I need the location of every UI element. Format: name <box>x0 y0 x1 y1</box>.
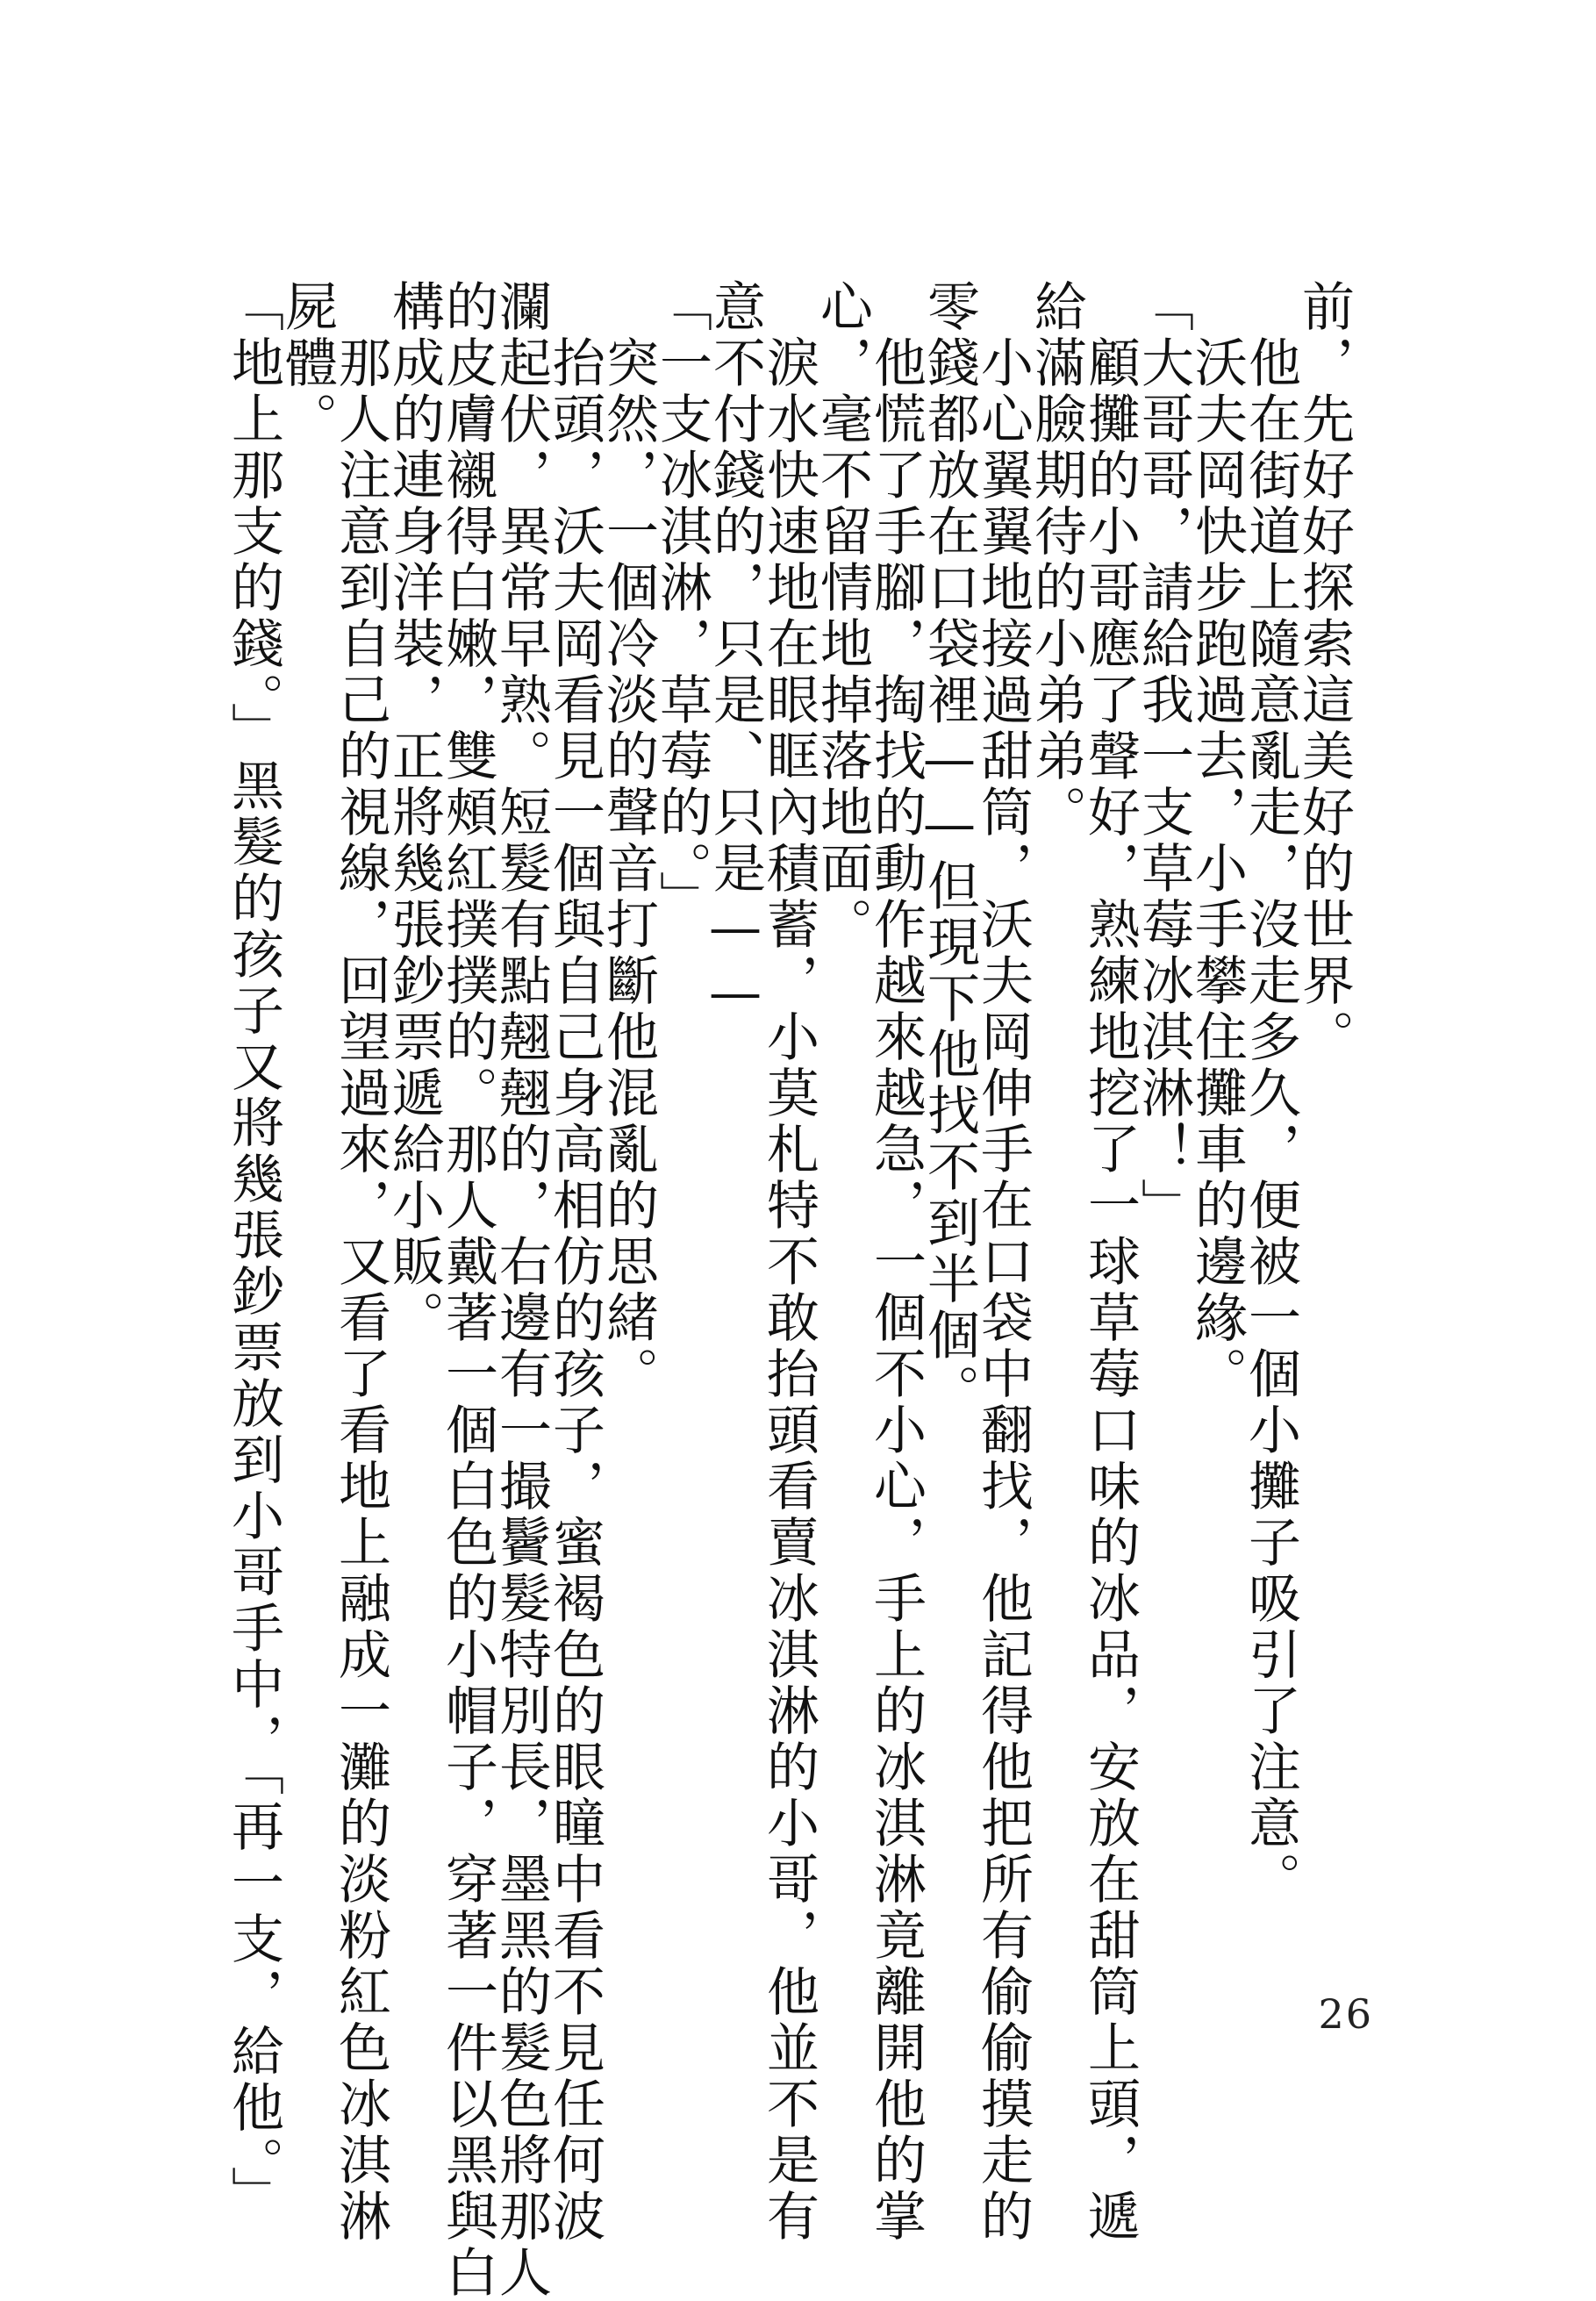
text-line: 給滿臉期待的小弟弟。 <box>1026 279 1087 841</box>
text-line: 沃夫岡快步跑過去，小手攀住攤車的邊緣。 <box>1186 279 1248 1402</box>
text-line: 屍體。 <box>276 279 338 448</box>
text-line: 意不付錢的，只是、只是—— <box>705 279 766 1027</box>
text-line: 淚水快速地在眼眶內積蓄，小莫札特不敢抬頭看賣冰淇淋的小哥，他並不是有 <box>758 279 819 2245</box>
text-line: 突然，一個冷淡的聲音打斷他混亂的思緒。 <box>598 279 659 1402</box>
text-line: 「地上那支的錢。」黑髮的孩子又將幾張鈔票放到小哥手中，「再一支，給他。」 <box>223 279 284 2222</box>
text-line: 「一支冰淇淋，草莓的。」 <box>651 279 712 927</box>
text-line: 零錢都放在口袋裡——但現下他找不到半個。 <box>919 279 980 1420</box>
text-line: 的皮膚襯得白嫩，雙頰紅撲撲的。那人戴著一個白色的小帽子，穿著一件以黑與白 <box>437 279 498 2301</box>
text-line: 「大哥哥，請給我一支草莓冰淇淋！」 <box>1133 279 1194 1234</box>
text-line: 他慌了手腳，掏找的動作越來越急，一個不小心，手上的冰淇淋竟離開他的掌 <box>865 279 927 2245</box>
text-line: 前，先好好探索這美好的世界。 <box>1293 279 1355 1065</box>
page-number: 26 <box>1318 1990 1373 2038</box>
text-line: 那人注意到自己的視線，回望過來，又看了看地上融成一灘的淡粉紅色冰淇淋 <box>330 279 391 2245</box>
text-line: 心，毫不留情地掉落地面。 <box>812 279 873 953</box>
text-line: 瀾起伏，異常早熟。短髮有點翹翹的，右邊有一撮鬢髮特別長，墨黑的髮色將那人 <box>490 279 552 2301</box>
text-line: 抬頭，沃夫岡看見一個與自己身高相仿的孩子，蜜褐色的眼瞳中看不見任何波 <box>544 279 605 2245</box>
text-line: 構成的連身洋裝，正將幾張鈔票遞給小販。 <box>383 279 445 1346</box>
text-line: 顧攤的小哥應了聲好，熟練地挖了一球草莓口味的冰品，安放在甜筒上頭，遞 <box>1079 279 1141 2245</box>
text-line: 他在街道上隨意亂走，沒走多久，便被一個小攤子吸引了注意。 <box>1240 279 1301 1908</box>
text-line: 小心翼翼地接過甜筒，沃夫岡伸手在口袋中翻找，他記得他把所有偷偷摸走的 <box>972 279 1034 2245</box>
